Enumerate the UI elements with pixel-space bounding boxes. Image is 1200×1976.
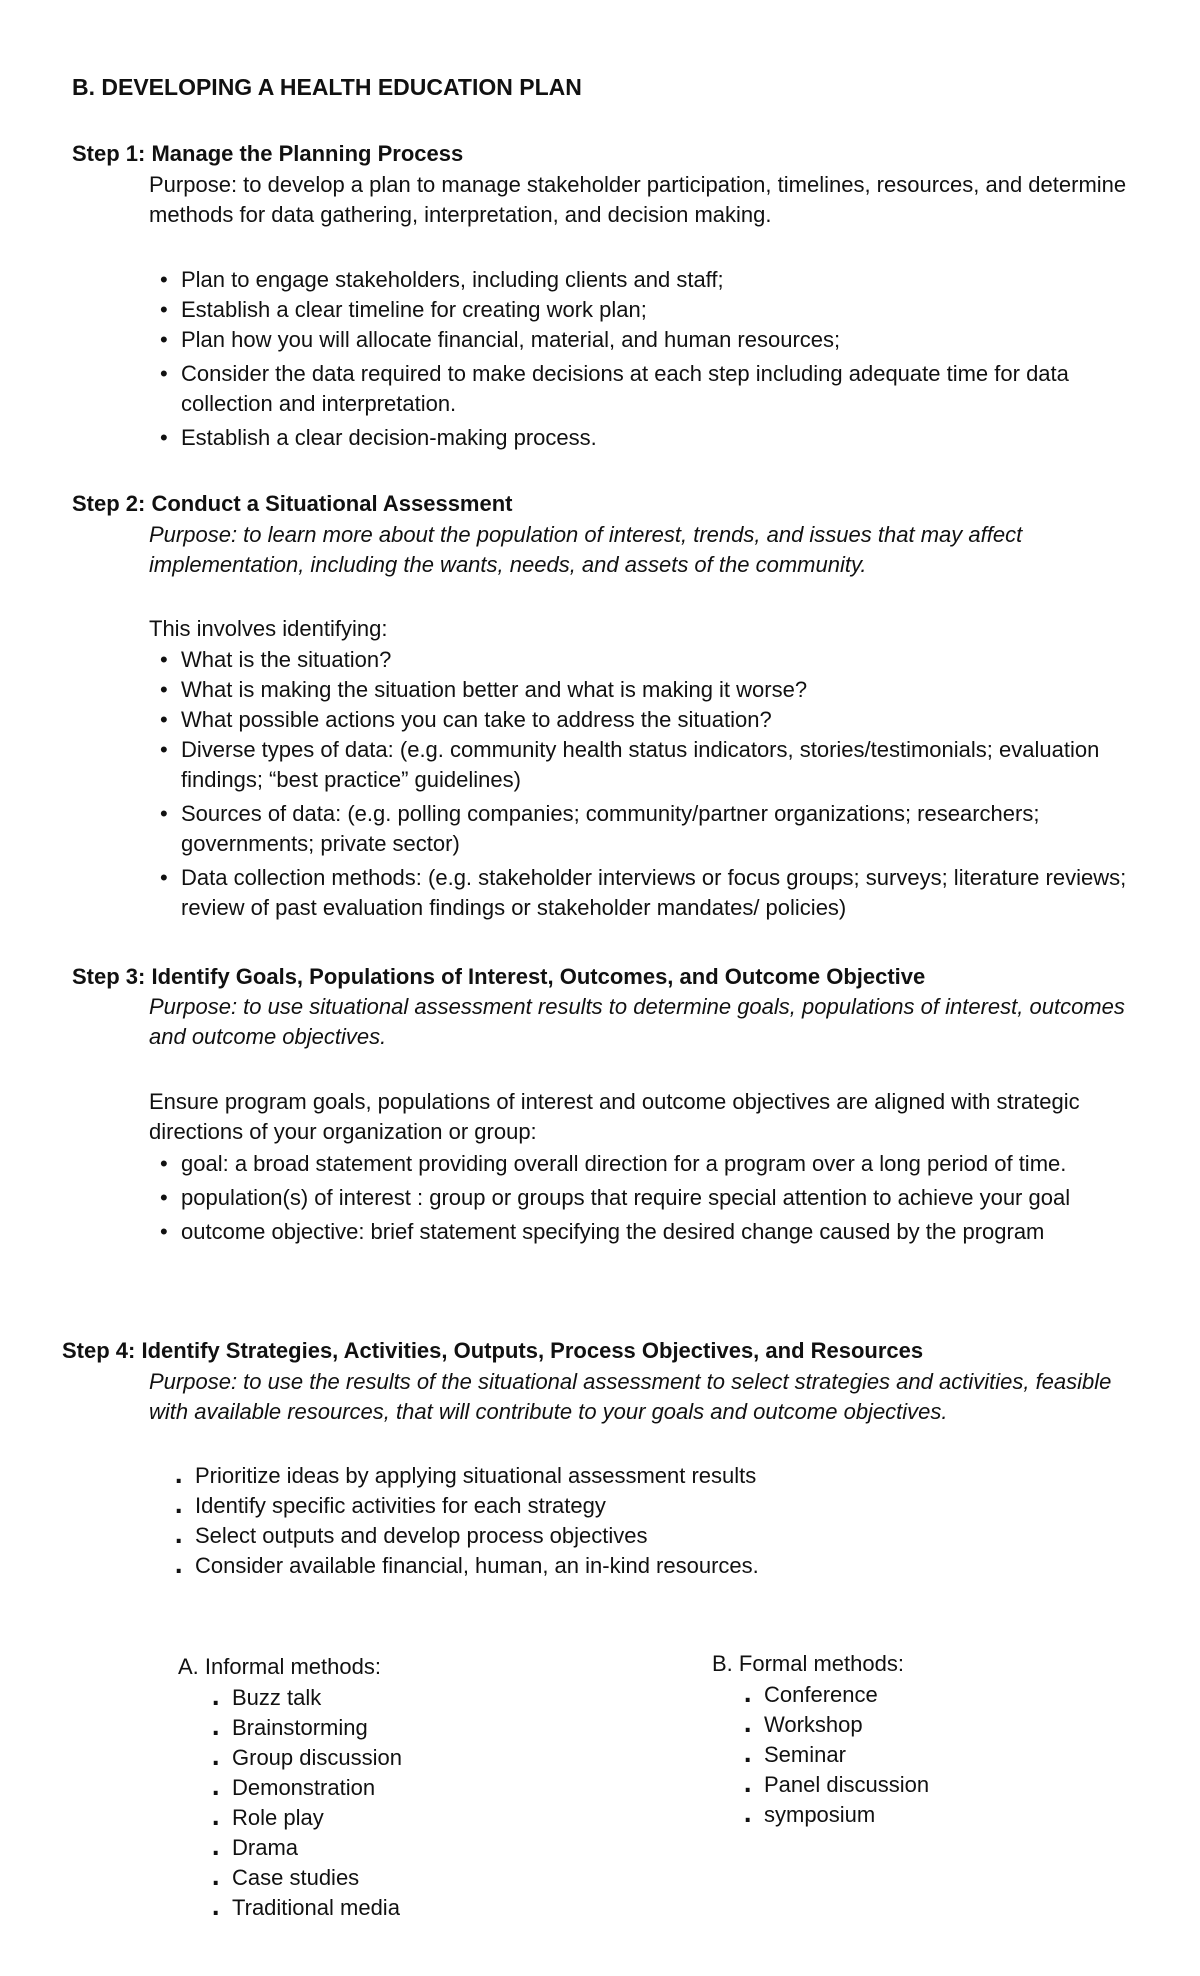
step-4-title: Step 4: Identify Strategies, Activities, Outputs, Process Objectives, and Resources: [62, 1338, 924, 1363]
step-1-title: Step 1: Manage the Planning Process: [72, 141, 464, 166]
list-item: • Plan how you will allocate financial, material, and human resources;: [149, 325, 1129, 355]
list-item: • What possible actions you can take to address the situation?: [149, 705, 1129, 735]
list-item: ․ Case studies: [210, 1863, 610, 1893]
list-item: ․ Buzz talk: [210, 1683, 610, 1713]
list-item: ․ Panel discussion: [742, 1770, 1142, 1800]
list-item: ․ Consider available financial, human, an in-kind resources.: [173, 1551, 1073, 1581]
list-item: ․ Brainstorming: [210, 1713, 610, 1743]
step-2-title: Step 2: Conduct a Situational Assessment: [72, 491, 513, 516]
list-item: • population(s) of interest : group or groups that require special attention to achieve your goal: [149, 1183, 1129, 1213]
list-item: ․ Select outputs and develop process objectives: [173, 1521, 1073, 1551]
informal-methods-label: A. Informal methods:: [178, 1654, 381, 1679]
list-item: • outcome objective: brief statement specifying the desired change caused by the program: [149, 1217, 1129, 1247]
step-1-bullet-list: [149, 265, 1129, 453]
list-item: • Diverse types of data: (e.g. community health status indicators, stories/testimonials; evaluation findings; “best practice” guidelines): [149, 735, 1129, 795]
list-item: ․ Traditional media: [210, 1893, 610, 1923]
list-item: ․ Identify specific activities for each strategy: [173, 1491, 1073, 1521]
step-4-bullet-list: [173, 1461, 1073, 1581]
list-item: ․ Workshop: [742, 1710, 1142, 1740]
list-item: • Data collection methods: (e.g. stakeholder interviews or focus groups; surveys; literature reviews; review of past evaluation findings or stakeholder mandates/ policies): [149, 863, 1129, 923]
section-heading: B. DEVELOPING A HEALTH EDUCATION PLAN: [72, 74, 582, 100]
list-item: • Plan to engage stakeholders, including clients and staff;: [149, 265, 1129, 295]
step-1-purpose: Purpose: to develop a plan to manage stakeholder participation, timelines, resources, and determine methods for data gathering, interpretation, and decision making.: [149, 172, 1127, 227]
formal-methods-list: [742, 1680, 1142, 1830]
step-3-bullet-list: [149, 1149, 1129, 1247]
list-item: ․ Group discussion: [210, 1743, 610, 1773]
list-item: ․ symposium: [742, 1800, 1142, 1830]
list-item: ․ Seminar: [742, 1740, 1142, 1770]
list-item: ․ Prioritize ideas by applying situational assessment results: [173, 1461, 1073, 1491]
list-item: ․ Conference: [742, 1680, 1142, 1710]
step-2-bullet-list: [149, 645, 1129, 923]
step-3-purpose: Purpose: to use situational assessment results to determine goals, populations of interest, outcomes and outcome objectives.: [149, 994, 1125, 1049]
informal-methods-list: [210, 1683, 610, 1923]
formal-methods-label: B. Formal methods:: [712, 1651, 904, 1676]
step-3-intro: Ensure program goals, populations of interest and outcome objectives are aligned with strategic directions of your organization or group:: [149, 1089, 1080, 1144]
list-item: • What is the situation?: [149, 645, 1129, 675]
step-2-intro: This involves identifying:: [149, 616, 388, 641]
list-item: • Establish a clear timeline for creating work plan;: [149, 295, 1129, 325]
list-item: • goal: a broad statement providing overall direction for a program over a long period of time.: [149, 1149, 1129, 1179]
step-3-title: Step 3: Identify Goals, Populations of Interest, Outcomes, and Outcome Objective: [72, 964, 926, 989]
list-item: ․ Demonstration: [210, 1773, 610, 1803]
list-item: • Consider the data required to make decisions at each step including adequate time for data collection and interpretation.: [149, 359, 1129, 419]
list-item: • Sources of data: (e.g. polling companies; community/partner organizations; researchers; governments; private sector): [149, 799, 1129, 859]
step-2-purpose: Purpose: to learn more about the population of interest, trends, and issues that may affect implementation, including the wants, needs, and assets of the community.: [149, 522, 1023, 577]
list-item: ․ Drama: [210, 1833, 610, 1863]
list-item: • What is making the situation better and what is making it worse?: [149, 675, 1129, 705]
list-item: • Establish a clear decision-making process.: [149, 423, 1129, 453]
list-item: ․ Role play: [210, 1803, 610, 1833]
step-4-purpose: Purpose: to use the results of the situational assessment to select strategies and activities, feasible with available resources, that will contribute to your goals and outcome objectives.: [149, 1369, 1112, 1424]
